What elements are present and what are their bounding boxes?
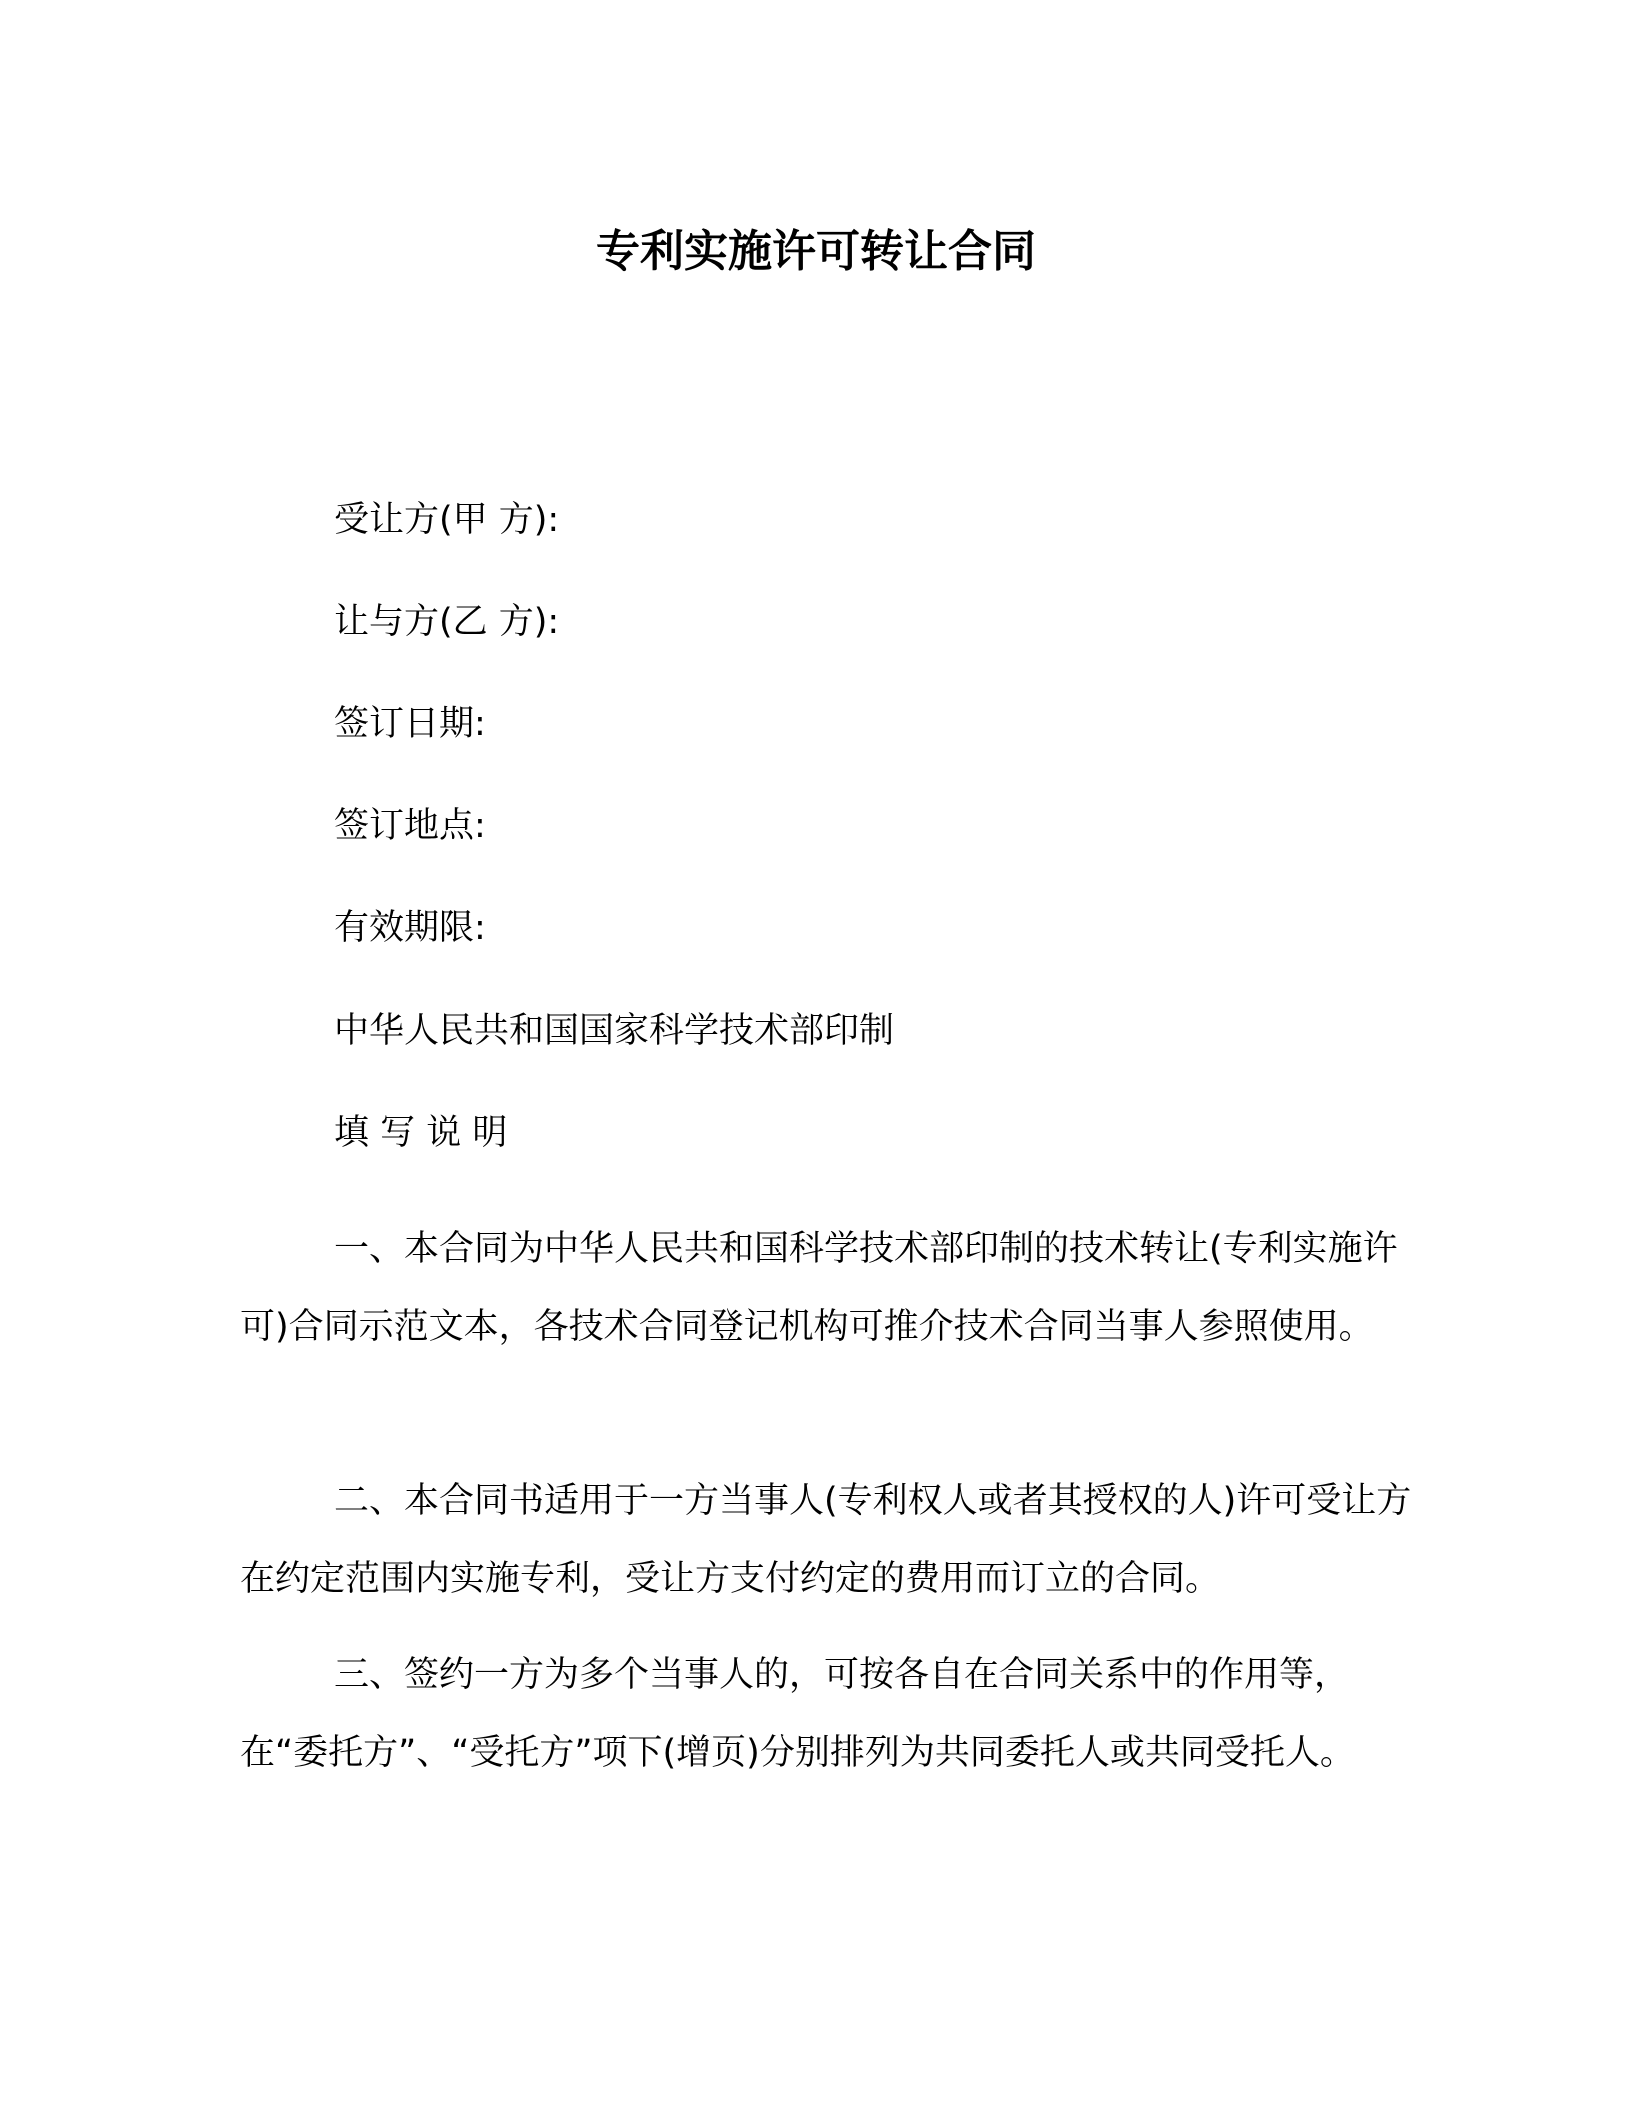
field-assignee: 受让方(甲 方): xyxy=(334,500,560,540)
document-title: 专利实施许可转让合同 xyxy=(596,226,1036,277)
instructions-heading: 填 写 说 明 xyxy=(334,1113,508,1153)
paragraph-2: 二、本合同书适用于一方当事人(专利权人或者其授权的人)许可受让方在约定范围内实施专利，受让方支付约定的费用而订立的合同。 xyxy=(240,1481,1412,1599)
field-signing-place: 签订地点: xyxy=(334,806,486,846)
field-assignor: 让与方(乙 方): xyxy=(334,602,560,642)
field-signing-date: 签订日期: xyxy=(334,704,486,744)
field-validity-period: 有效期限: xyxy=(334,908,486,948)
paragraph-1: 一、本合同为中华人民共和国科学技术部印制的技术转让(专利实施许可)合同示范文本，各技术合同登记机构可推介技术合同当事人参照使用。 xyxy=(240,1229,1398,1347)
printed-by-line: 中华人民共和国国家科学技术部印制 xyxy=(334,1011,895,1051)
paragraph-3: 三、签约一方为多个当事人的，可按各自在合同关系中的作用等，在“委托方”、“受托方”项下(增页)分别排列为共同委托人或共同受托人。 xyxy=(240,1655,1355,1773)
